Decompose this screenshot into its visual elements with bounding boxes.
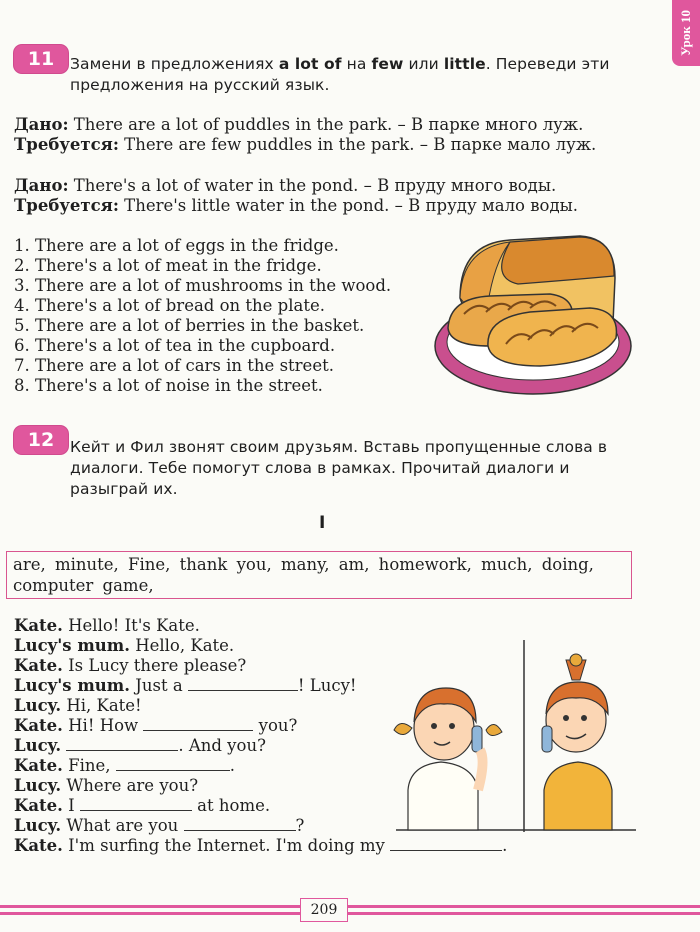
speaker-name: Lucy's mum. xyxy=(14,636,130,655)
line-text: . xyxy=(502,836,508,855)
line-text: Fine, xyxy=(62,756,116,775)
list-item: 1. There are a lot of eggs in the fridge. xyxy=(14,236,339,255)
answer-blank[interactable] xyxy=(184,816,296,831)
line-text: Is Lucy there please? xyxy=(62,656,247,675)
girls-on-phone-illustration xyxy=(386,640,646,832)
exercise-12-badge: 12 xyxy=(14,426,68,454)
answer-blank[interactable] xyxy=(143,716,253,731)
line-text: . xyxy=(229,756,236,775)
speaker-name: Lucy. xyxy=(14,816,62,835)
list-item: 7. There are a lot of cars in the street. xyxy=(14,356,334,375)
exercise-11-instruction: Замени в предложениях a lot of на few или little. Переведи эти предложения на русский язык. xyxy=(70,55,610,94)
speaker-name: Lucy. xyxy=(14,696,62,715)
list-item: 4. There's a lot of bread on the plate. xyxy=(14,296,325,315)
line-text: Hello! It's Kate. xyxy=(62,616,200,635)
word-box: are, minute, Fine, thank you, many, am, homework, much, doing, computer game, xyxy=(6,551,632,599)
line-text: I xyxy=(62,796,80,815)
line-text: . And you? xyxy=(178,736,266,755)
lesson-tab xyxy=(672,0,700,66)
line-text: Hello, Kate. xyxy=(129,636,235,655)
speaker-name: Kate. xyxy=(14,836,63,855)
answer-blank[interactable] xyxy=(188,676,298,691)
footer-rule-bottom xyxy=(0,912,700,915)
footer-rule-top xyxy=(0,905,700,908)
example-1-required: Требуется: There are few puddles in the park. – В парке мало луж. xyxy=(14,135,597,154)
list-item: 3. There are a lot of mushrooms in the wood. xyxy=(14,276,392,295)
line-text: Where are you? xyxy=(61,776,199,795)
speaker-name: Lucy. xyxy=(14,776,62,795)
list-item: 5. There are a lot of berries in the basket. xyxy=(14,316,365,335)
dialogue-number: I xyxy=(319,513,326,533)
dialogue-line xyxy=(14,836,507,856)
line-text: Hi! How xyxy=(62,716,144,735)
example-2-required: Требуется: There's little water in the pond. – В пруду мало воды. xyxy=(14,196,578,215)
speaker-name: Kate. xyxy=(14,716,63,735)
line-text: ? xyxy=(295,816,305,835)
answer-blank[interactable] xyxy=(66,736,178,751)
speaker-name: Kate. xyxy=(14,796,63,815)
dialogue-line xyxy=(14,616,507,636)
line-text: Just a xyxy=(129,676,188,695)
bread-plate-illustration xyxy=(430,228,640,408)
example-1-given: Дано: There are a lot of puddles in the park. – В парке много луж. xyxy=(14,115,584,134)
list-item: 8. There's a lot of noise in the street. xyxy=(14,376,323,395)
lesson-tab-label: Урок 10 xyxy=(678,10,693,56)
line-text: ! Lucy! xyxy=(297,676,357,695)
speaker-name: Kate. xyxy=(14,616,63,635)
speaker-name: Kate. xyxy=(14,756,63,775)
page-number: 209 xyxy=(300,898,348,922)
sentence-list xyxy=(14,236,391,396)
answer-blank[interactable] xyxy=(116,756,230,771)
example-2-given: Дано: There's a lot of water in the pond. – В пруду много воды. xyxy=(14,176,557,195)
line-text: What are you xyxy=(61,816,184,835)
line-text: at home. xyxy=(191,796,271,815)
list-item: 6. There's a lot of tea in the cupboard. xyxy=(14,336,336,355)
speaker-name: Lucy's mum. xyxy=(14,676,130,695)
exercise-11-badge: 11 xyxy=(14,45,68,73)
list-item: 2. There's a lot of meat in the fridge. xyxy=(14,256,322,275)
speaker-name: Lucy. xyxy=(14,736,62,755)
line-text: I'm surfing the Internet. I'm doing my xyxy=(62,836,391,855)
line-text: you? xyxy=(253,716,298,735)
exercise-12-instruction: Кейт и Фил звонят своим друзьям. Вставь пропущенные слова в диалоги. Тебе помогут слова в рамках. Прочитай диалоги и разыграй их. xyxy=(70,438,608,498)
answer-blank[interactable] xyxy=(390,836,502,851)
line-text: Hi, Kate! xyxy=(61,696,142,715)
speaker-name: Kate. xyxy=(14,656,63,675)
answer-blank[interactable] xyxy=(80,796,192,811)
